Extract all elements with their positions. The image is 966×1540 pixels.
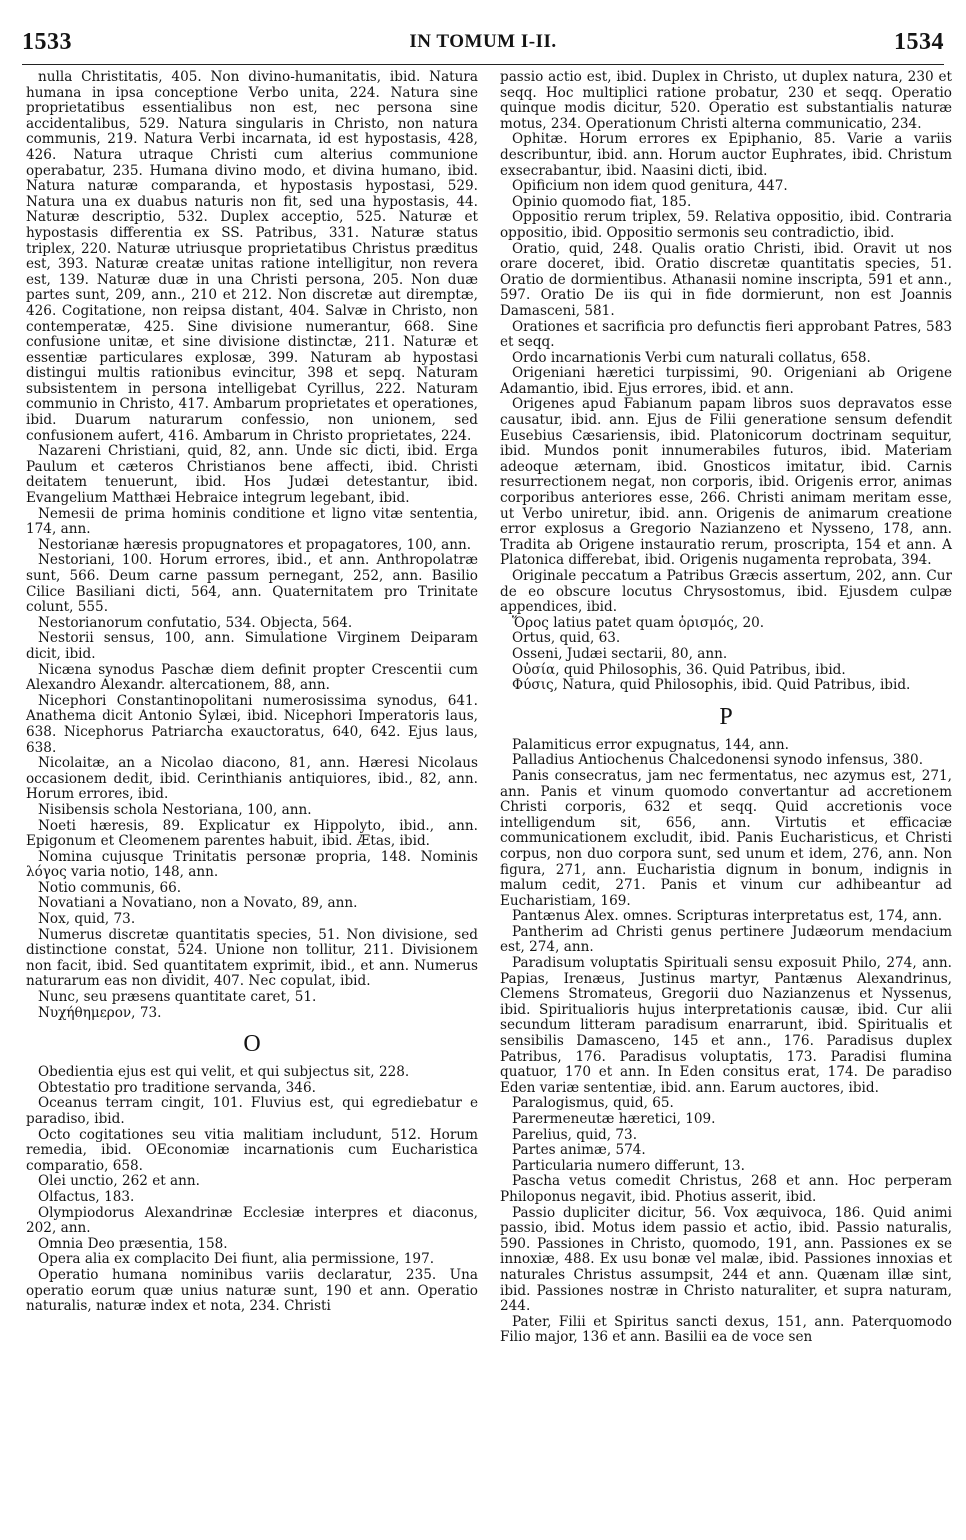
index-entry: Novatiani a Novatiano, non a Novato, 89, ann.: [38, 895, 358, 912]
index-entry: Νυχήθημερον, 73.: [38, 1004, 162, 1021]
index-entry: Pantherim ad Christi genus pertinere Judæorum mendacium est, 274, ann.: [500, 923, 952, 956]
index-entry: Οὐσία, quid Philosophis, 36. Quid Patribus, ibid.: [512, 661, 846, 678]
index-entry: Orationes et sacrificia pro defunctis fieri approbant Patres, 583 et seqq.: [500, 318, 952, 351]
index-entry: Ortus, quid, 63.: [512, 630, 621, 647]
index-entry: Origeniani hæretici turpissimi, 90. Origeniani ab Origene Adamantio, ibid. Ejus errores, ibid. et ann.: [500, 365, 952, 397]
index-entry: Partes animæ, 574.: [512, 1142, 646, 1159]
section-letter-p: P: [719, 703, 733, 730]
index-entry: Obtestatio pro traditione servanda, 346.: [38, 1079, 316, 1096]
index-entry: Olympiodorus Alexandrinæ Ecclesiæ interpres et diaconus, 202, ann.: [26, 1204, 478, 1237]
index-entry: Ordo incarnationis Verbi cum naturali collatus, 658.: [512, 349, 871, 366]
index-entry: Paradisum voluptatis Spirituali sensu exposuit Philo, 274, ann. Papias, Irenæus, Justinus martyr, Pantænus Alexandrinus, Clemens Stromateus, Gregorii duo Nazianzenus et Nyssenus, ibid. Spiritualioris hujus interpretationis causæ, ibid. Cur alii secundum litteram paradisum enarrarunt, ibid. Spiritualis et sensibilis Damasceno, 145 et ann., 176. Paradisus duplex Patribus, 176. Paradisus voluptatis, 173. Paradisi flumina quatuor, 170 et ann. In Eden consitus erat, 174. De paradiso Eden variæ sententiæ, ibid. ann. Earum auctores, ibid.: [500, 955, 952, 1096]
index-entry: Notio communis, 66.: [38, 879, 182, 896]
page-header: [22, 22, 944, 62]
index-entry: Nisibensis schola Nestoriana, 100, ann.: [38, 801, 312, 818]
index-entry: Particularia numero differunt, 13.: [512, 1157, 745, 1174]
index-entry: Φύσις, Natura, quid Philosophis, ibid. Quid Patribus, ibid.: [512, 677, 911, 694]
page-number-right: 1534: [893, 28, 944, 55]
index-entry: passio actio est, ibid. Duplex in Christo, ut duplex natura, 230 et seqq. Hoc multiplici ratione probatur, 230 et seqq. Operatio quinque modis dicitur, 520. Operatio est substantialis naturæ motus, 234. Operationum Christi alterna communicatio, 234.: [500, 69, 952, 132]
index-entry: Numerus discretæ quantitatis species, 51. Non divisione, sed distinctione constat, 524. Unione non tollitur, 211. Divisionem non facit, ibid. Sed quantitatem exprimit, ibid., et ann. Numerus naturarum eas non dividit, 407. Nec copulat, ibid.: [26, 926, 478, 990]
index-entry: Ophitæ. Horum errores ex Epiphanio, 85. Varie a variis describuntur, ibid. ann. Horum auctor Euphrates, ibid. Christum exsecrabantur, ibid. Naasini dicti, ibid.: [500, 131, 952, 179]
index-entry: Opificium non idem quod genitura, 447.: [512, 178, 788, 195]
index-entry: Octo cogitationes seu vitia malitiam includunt, 512. Horum remedia, ibid. OEconomiæ incarnationis cum Eucharistica comparatio, 658.: [26, 1126, 478, 1174]
header-rule: [22, 64, 944, 65]
index-entry: Omnia Deo præsentia, 158.: [38, 1235, 228, 1252]
index-entry: Operatio humana nominibus variis declaratur, 235. Una operatio eorum quæ unius naturæ sunt, 190 et ann. Operatio naturalis, naturæ index et nota, 234. Christi: [26, 1266, 478, 1315]
index-entry: Nicolaitæ, an a Nicolao diacono, 81, ann. Hæresi Nicolaus occasionem dedit, ibid. Cerinthianis antiquiores, ibid., 82, ann. Horum errores, ibid.: [26, 755, 478, 803]
index-entry: Passio dupliciter dicitur, 56. Vox æquivoca, 186. Quid animi passio, ibid. Motus idem passio et actio, ibid. Passio naturalis, 590. Passiones in Christo, quomodo, 191, ann. Passiones ex se innoxiæ, 488. Ex usu bonæ vel malæ, ibid. Passiones innoxias et naturales Christus assumpsit, 244 et ann. Quænam illæ sint, ibid. Passiones nostræ in Christo naturaliter, et supra naturam, 244.: [500, 1204, 952, 1315]
index-entry: Pascha vetus comedit Christus, 268 et ann. Hoc perperam Philoponus negavit, ibid. Photius asserit, ibid.: [500, 1173, 952, 1205]
index-entry: Oratio, quid, 248. Qualis oratio Christi, ibid. Oravit ut nos orare doceret, ibid. Oratio discretæ quantitatis species, 51. Oratio de dormientibus. Athanasii nomine inscripta, 591 et ann., 597. Oratio De iis qui in fide dormierunt, non est Joannis Damasceni, 581.: [500, 240, 952, 319]
index-entry: Nestorianorum confutatio, 534. Objecta, 564.: [38, 614, 353, 631]
index-entry: Pater, Filii et Spiritus sancti dexus, 151, ann. Paterquomodo Filio major, 136 et ann. Basilii ea de voce sen: [500, 1313, 952, 1346]
index-entry: Opinio quomodo fiat, 185.: [512, 193, 692, 210]
index-entry: Origenes apud Fabianum papam libros suos depravatos esse causatur, ibid. ann. Ejus de Filii generatione sensum defendit Eusebius Cæsariensis, ibid. Platonicorum doctrinam sequitur, ibid. Mundos ponit innumerabiles futuros, ibid. Materiam adeoque æternam, ibid. Gnosticos imitatur, ibid. Carnis resurrectionem negat, non corporis, ibid. Origenis error, animas corporibus anteriores esse, 266. Christi animam meritam esse, ut Verbo uniretur, ibid. ann. Origenis de animarum creatione error explosus a Gregorio Nazianzeno et Nysseno, 178, ann. Tradita ab Origene instauratio rerum, proscripta, 154 et ann. A Platonica differebat, ibid. Origenis nugamenta reprobata, 394.: [500, 396, 952, 569]
index-entry: Nox, quid, 73.: [38, 911, 136, 928]
left-column: [26, 70, 478, 1315]
right-column: [500, 70, 952, 1346]
index-entry: Pantænus Alex. omnes. Scripturas interpretatus est, 174, ann.: [512, 908, 943, 925]
running-title: IN TOMUM I-II.: [409, 31, 557, 52]
index-entry: Nestorianæ hæresis propugnatores et propagatores, 100, ann.: [38, 536, 472, 553]
index-entry: Panis consecratus, jam nec fermentatus, nec azymus est, 271, ann. Panis et vinum quomodo convertantur ad accretionem Christi corporis, 632 et seqq. Quid accretionis voce intelligendum sit, 656, ann. Virtutis et efficaciæ communicationem excludit, ibid. Panis Eucharisticus, et Christi corpus, non duo corpora sunt, sed unum et idem, 276, ann. Non figura, 271, ann. Eucharistia dignum in bonum, indignis in malum cedit, 271. Panis et vinum cur adhibeantur ad Eucharistiam, 169.: [500, 767, 952, 909]
index-entry: Oceanus terram cingit, 101. Fluvius est, qui egrediebatur e paradiso, ibid.: [26, 1095, 478, 1127]
index-entry: Paralogismus, quid, 65.: [512, 1095, 674, 1112]
index-entry: nulla Christitatis, 405. Non divino-humanitatis, ibid. Natura humana in ipsa conceptione Verbo unita, 224. Natura sine proprietatibus essentialibus non est, nec persona sine accidentalibus, 529. Natura singularis in Christo, non natura communis, 219. Natura Verbi incarnata, id est hypostasis, 428, 426. Natura utraque Christi cum alterius communione operabatur, 235. Humana divino modo, et divina humano, ibid. Natura naturæ comparanda, et hypostasis hypostasi, 529. Natura una ex duabus naturis non fit, sed una hypostasis, 44. Naturæ descriptio, 532. Duplex acceptio, 525. Naturæ et hypostasis differentia ex SS. Patribus, 331. Naturæ status triplex, 220. Naturæ utriusque proprietatibus Christus præditus est, 393. Naturæ creatæ unitas ratione intelligitur, non revera est, 139. Naturæ duæ in una Christi persona, 205. Non duæ partes sunt, 209, ann., 210 et 212. Non discretæ aut diremptæ, 426. Cogitatione, non reipsa distant, 404. Salvæ in Christo, non contemperatæ, 425. Sine divisione numerantur, 668. Sine confusione unitæ, et sine divisione distinctæ, 211. Naturæ et essentiæ particulares explosæ, 399. Naturam ab hypostasi distingui multis rationibus evincitur, 398 et sepq. Naturam subsistentem in persona intelligebat Cyrillus, 222. Naturam communio in Christo, 417. Ambarum proprietates et operationes, ibid. Duarum naturarum confessio, non unionem, sed confusionem aufert, 416. Ambarum in Christo proprietates, 224.: [26, 69, 478, 444]
index-entry: Parelius, quid, 73.: [512, 1126, 638, 1143]
index-entry: Olfactus, 183.: [38, 1188, 135, 1205]
index-entry: Nunc, seu præsens quantitate caret, 51.: [38, 989, 317, 1006]
index-entry: Noeti hæresis, 89. Explicatur ex Hippolyto, ibid., ann. Epigonum et Cleomenem parentes habuit, ibid. Ætas, ibid.: [26, 817, 478, 850]
index-entry: Nicæna synodus Paschæ diem definit propter Crescentii cum Alexandro Alexandr. altercationem, 88, ann.: [26, 661, 478, 694]
index-entry: Nemesii de prima hominis conditione et ligno vitæ sententia, 174, ann.: [26, 505, 478, 538]
index-entry: Nestoriani, 100. Horum errores, ibid., et ann. Anthropolatræ sunt, 566. Deum carne passum pernegant, 252, ann. Basilio Cilice Basiliani dicti, 564, ann. Quaternitatem pro Trinitate colunt, 555.: [26, 552, 478, 616]
index-entry: Parermeneutæ hæretici, 109.: [512, 1111, 716, 1127]
index-entry: Palladius Antiochenus Chalcedonensi synodo infensus, 380.: [512, 752, 924, 769]
index-entry: Nazareni Christiani, quid, 82, ann. Unde sic dicti, ibid. Erga Paulum et cæteros Christianos bene affecti, ibid. Christi deitatem tenuerunt, ibid. Hos Judæi detestantur, ibid. Evangelium Matthæi Hebraice integrum legebant, ibid.: [26, 443, 478, 507]
index-entry: Opera alia ex complacito Dei fiunt, alia permissione, 197.: [38, 1251, 435, 1268]
index-entry: Ὅρος latius patet quam ὁρισμός, 20.: [512, 614, 765, 631]
index-entry: Nicephori Constantinopolitani numerosissima synodus, 641. Anathema dicit Antonio Sylæi, ibid. Nicephori Imperatoris laus, 638. Nicephorus Patriarcha exauctoratus, 640, 642. Ejus laus, 638.: [26, 692, 478, 756]
index-entry: Olei unctio, 262 et ann.: [38, 1173, 200, 1190]
index-entry: Originale peccatum a Patribus Græcis assertum, 202, ann. Cur de eo obscure locutus Chrysostomus, ibid. Ejusdem culpæ appendices, ibid.: [500, 568, 952, 616]
index-entry: Nomina cujusque Trinitatis personæ propria, 148. Nominis λόγος varia notio, 148, ann.: [26, 848, 478, 881]
index-entry: Palamiticus error expugnatus, 144, ann.: [512, 736, 789, 753]
index-entry: Oppositio rerum triplex, 59. Relativa oppositio, ibid. Contraria oppositio, ibid. Oppositio sermonis seu contradictio, ibid.: [500, 209, 952, 241]
index-entry: Obedientia ejus est qui velit, et qui subjectus sit, 228.: [38, 1064, 410, 1081]
index-entry: Osseni, Judæi sectarii, 80, ann.: [512, 645, 728, 662]
section-letter-o: O: [243, 1031, 261, 1058]
index-entry: Nestorii sensus, 100, ann. Simulatione Virginem Deiparam dicit, ibid.: [26, 630, 478, 662]
page-number-left: 1533: [22, 28, 72, 55]
